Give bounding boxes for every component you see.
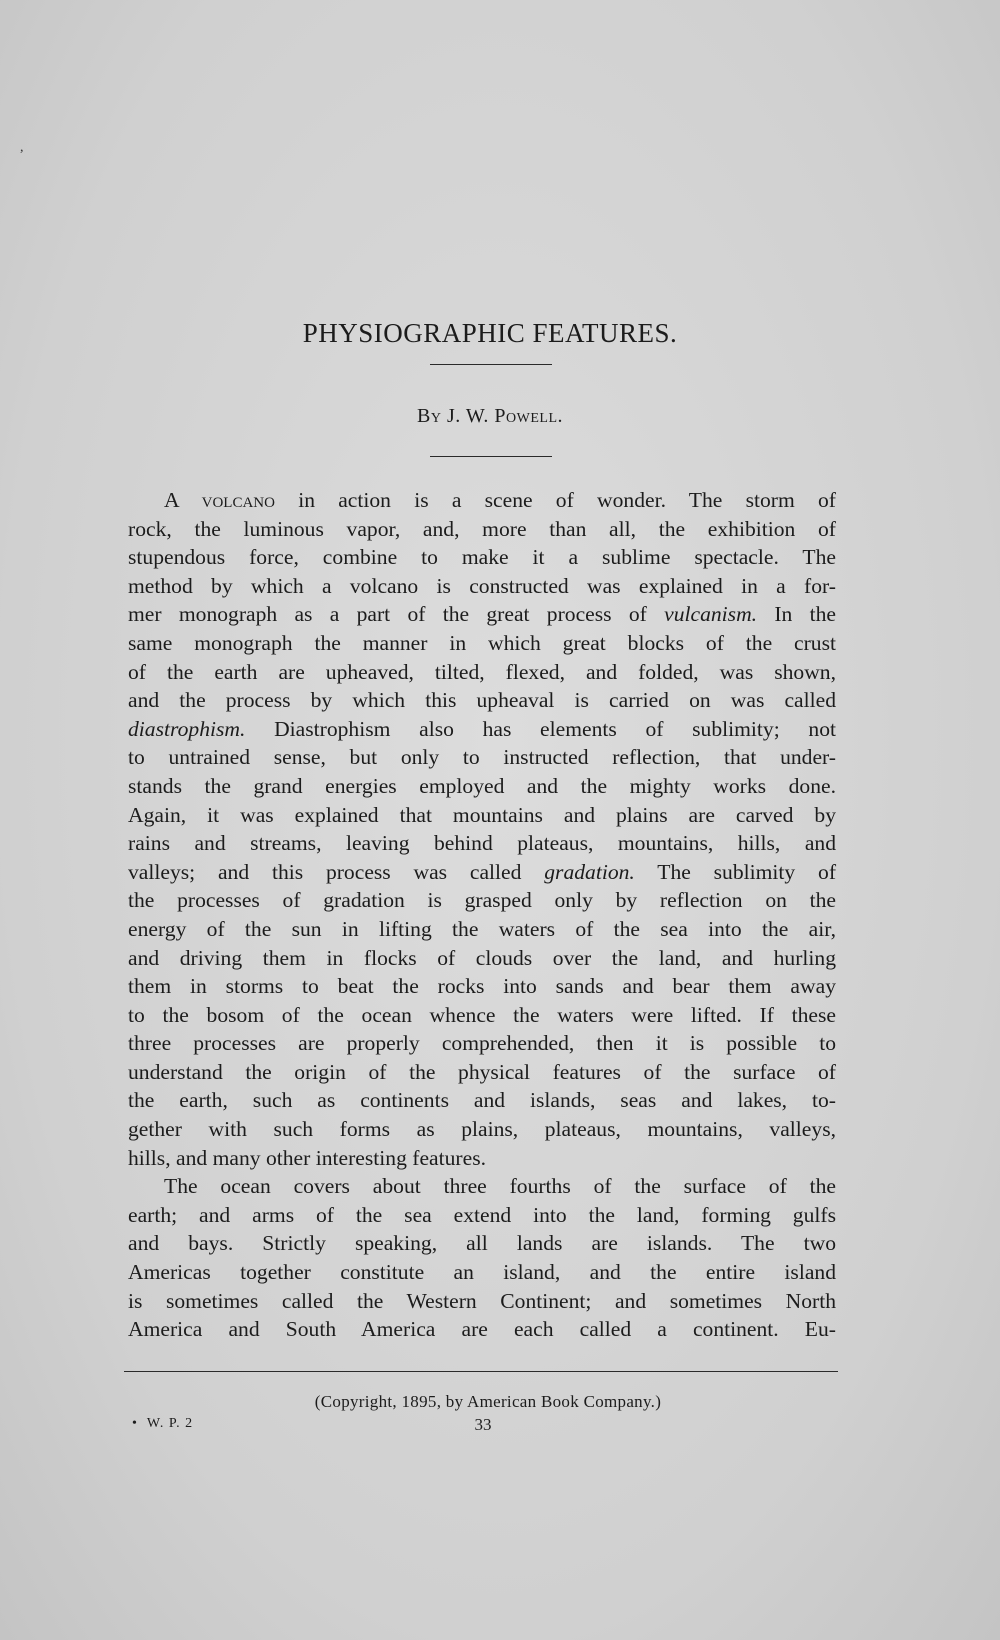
page-number: 33 xyxy=(474,1415,492,1434)
byline-author: J. W. xyxy=(446,405,489,427)
text-line: understand the origin of the physical features of the surface of xyxy=(128,1059,836,1084)
italic-term: diastrophism. xyxy=(128,716,246,741)
text-line: three processes are properly comprehended, then it is possible to xyxy=(128,1031,836,1056)
footer-rule xyxy=(124,1371,838,1372)
text-line: valleys; and this process was called gradation. The sublimity of xyxy=(128,859,837,884)
text-line: the earth, such as continents and islands, seas and lakes, to- xyxy=(128,1088,836,1113)
text-line: rock, the luminous vapor, and, more than all, the exhibition of xyxy=(128,516,836,541)
text-line: is sometimes called the Western Continent; and sometimes North xyxy=(128,1288,836,1313)
text-line: of the earth are upheaved, tilted, flexed, and folded, was shown, xyxy=(128,659,836,684)
byline-surname: Powell. xyxy=(494,405,564,427)
text-line: stands the grand energies employed and the mighty works done. xyxy=(128,773,836,798)
text-line: to untrained sense, but only to instructed reflection, that under- xyxy=(128,745,836,770)
byline-prefix: By xyxy=(416,405,442,427)
text-line: earth; and arms of the sea extend into the land, forming gulfs xyxy=(128,1202,836,1227)
text-line: Americas together constitute an island, and the entire island xyxy=(128,1260,836,1285)
lead-word: A volcano xyxy=(164,488,275,512)
text-line: hills, and many other interesting features. xyxy=(128,1145,486,1170)
italic-term: gradation. xyxy=(544,859,635,884)
italic-term: vulcanism. xyxy=(664,602,758,627)
text-line: them in storms to beat the rocks into sands and bear them away xyxy=(128,974,836,999)
byline-rule xyxy=(430,456,552,457)
text-line: and bays. Strictly speaking, all lands are islands. The two xyxy=(128,1231,836,1256)
text-line: The ocean covers about three fourths of the surface of the xyxy=(164,1174,836,1199)
text-line: the processes of gradation is grasped only by reflection on the xyxy=(128,888,836,913)
text-line: America and South America are each called a continent. Eu- xyxy=(128,1317,836,1342)
title-rule xyxy=(430,364,552,365)
text-line: rains and streams, leaving behind plateaus, mountains, hills, and xyxy=(128,831,836,856)
article-body xyxy=(128,486,836,1344)
text-line: gether with such forms as plains, plateaus, mountains, valleys, xyxy=(128,1117,836,1142)
stray-mark: , xyxy=(20,140,24,155)
text-line: energy of the sun in lifting the waters of the sea into the air, xyxy=(128,916,836,941)
text-line: mer monograph as a part of the great process of vulcanism. In the xyxy=(128,602,836,627)
byline xyxy=(0,405,980,428)
text-line: A volcano in action is a scene of wonder. The storm of xyxy=(164,488,837,512)
text-line: method by which a volcano is constructed was explained in a for- xyxy=(128,573,836,598)
text-line: stupendous force, combine to make it a sublime spectacle. The xyxy=(128,545,836,570)
text-line: diastrophism. Diastrophism also has elements of sublimity; not xyxy=(128,716,836,741)
copyright-notice: (Copyright, 1895, by American Book Company.) xyxy=(314,1392,662,1411)
text-line: and the process by which this upheaval is carried on was called xyxy=(128,688,836,713)
text-line: to the bosom of the ocean whence the waters were lifted. If these xyxy=(128,1002,836,1027)
signature-mark: • W. P. 2 xyxy=(132,1416,194,1431)
article-title: PHYSIOGRAPHIC FEATURES. xyxy=(302,318,678,348)
text-line: same monograph the manner in which great blocks of the crust xyxy=(128,630,836,655)
text-line: and driving them in flocks of clouds over the land, and hurling xyxy=(128,945,836,970)
text-line: Again, it was explained that mountains and plains are carved by xyxy=(128,802,836,827)
